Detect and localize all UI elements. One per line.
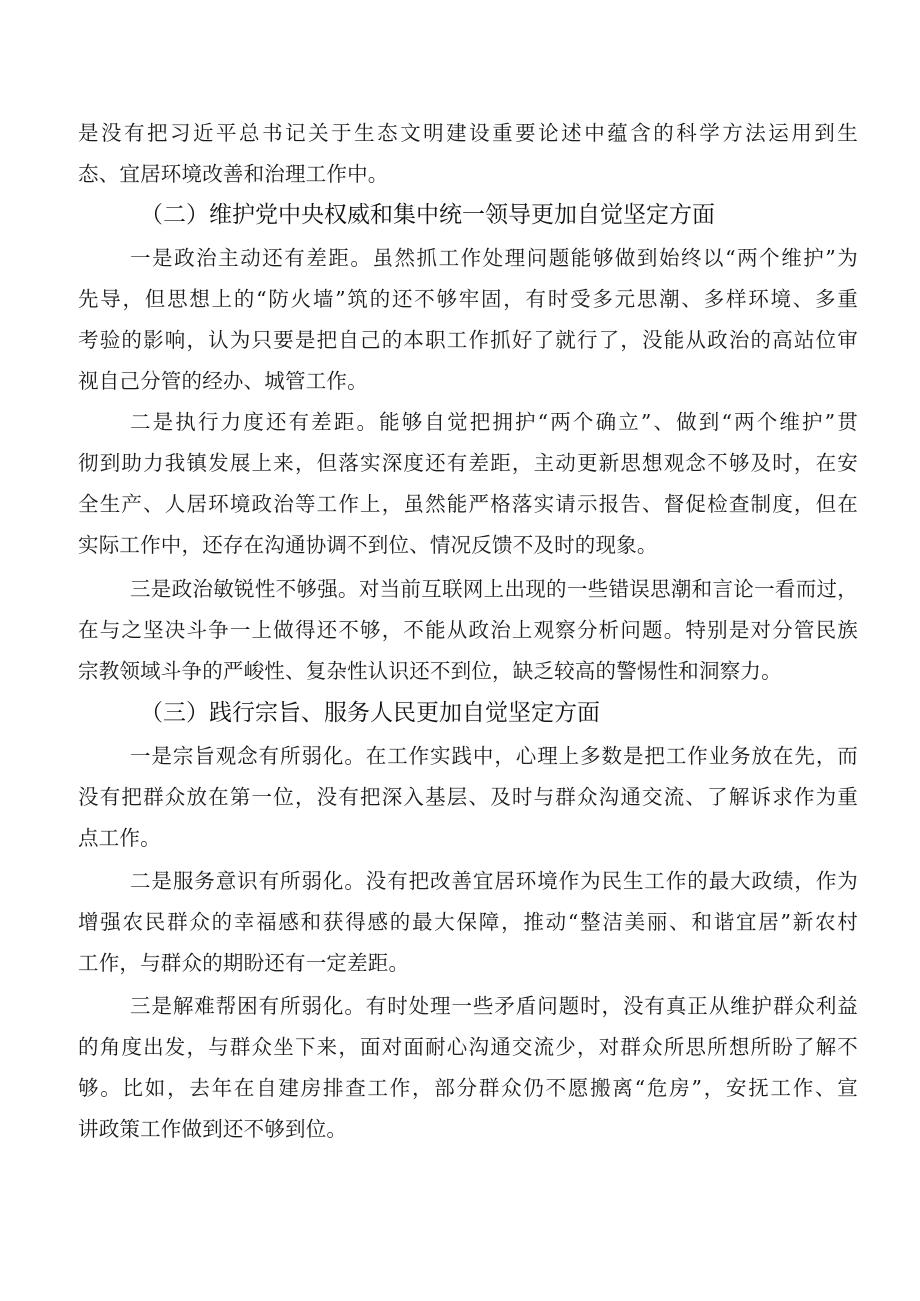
paragraph-line: 一是宗旨观念有所弱化。在工作实践中，心理上多数是把工作业务放在先，而 <box>130 744 858 768</box>
paragraph-line: 全生产、人居环境政治等工作上，虽然能严格落实请示报告、督促检查制度，但在 <box>78 492 858 516</box>
paragraph-line: 宗教领域斗争的严峻性、复杂性认识还不到位，缺乏较高的警惕性和洞察力。 <box>78 659 782 683</box>
section-heading: （二）维护党中央权威和集中统一领导更加自觉坚定方面 <box>140 202 715 228</box>
intro-line: 是没有把习近平总书记关于生态文明建设重要论述中蕴含的科学方法运用到生 <box>78 121 858 145</box>
paragraph-line: 实际工作中，还存在沟通协调不到位、情况反馈不及时的现象。 <box>78 533 658 557</box>
paragraph-line: 讲政策工作做到还不够到位。 <box>78 1117 348 1141</box>
paragraph-line: 二是服务意识有所弱化。没有把改善宜居环境作为民生工作的最大政绩，作为 <box>130 869 858 893</box>
paragraph-line: 三是解难帮困有所弱化。有时处理一些矛盾问题时，没有真正从维护群众利益 <box>130 994 858 1018</box>
paragraph-line: 一是政治主动还有差距。虽然抓工作处理问题能够做到始终以“两个维护”为 <box>130 246 858 270</box>
paragraph-line: 够。比如，去年在自建房排查工作，部分群众仍不愿搬离“危房”，安抚工作、宣 <box>78 1076 858 1100</box>
paragraph-line: 彻到助力我镇发展上来，但落实深度还有差距，主动更新思想观念不够及时，在安 <box>78 451 858 475</box>
intro-line: 态、宜居环境改善和治理工作中。 <box>78 162 389 186</box>
paragraph-line: 点工作。 <box>78 826 161 850</box>
paragraph-line: 先导，但思想上的“防火墙”筑的还不够牢固，有时受多元思潮、多样环境、多重 <box>78 287 858 311</box>
paragraph-line: 视自己分管的经办、城管工作。 <box>78 369 368 393</box>
paragraph-line: 在与之坚决斗争一上做得还不够，不能从政治上观察分析问题。特别是对分管民族 <box>78 618 858 642</box>
paragraph-line: 三是政治敏锐性不够强。对当前互联网上出现的一些错误思潮和言论一看而过， <box>130 577 858 601</box>
paragraph-line: 工作，与群众的期盼还有一定差距。 <box>78 951 410 975</box>
paragraph-line: 考验的影响，认为只要是把自己的本职工作抓好了就行了，没能从政治的高站位审 <box>78 328 858 352</box>
paragraph-line: 的角度出发，与群众坐下来，面对面耐心沟通交流少，对群众所思所想所盼了解不 <box>78 1035 858 1059</box>
paragraph-line: 二是执行力度还有差距。能够自觉把拥护“两个确立”、做到“两个维护”贯 <box>130 410 858 434</box>
section-heading: （三）践行宗旨、服务人民更加自觉坚定方面 <box>140 700 600 726</box>
paragraph-line: 没有把群众放在第一位，没有把深入基层、及时与群众沟通交流、了解诉求作为重 <box>78 785 858 809</box>
paragraph-line: 增强农民群众的幸福感和获得感的最大保障，推动“整洁美丽、和谐宜居”新农村 <box>78 910 858 934</box>
